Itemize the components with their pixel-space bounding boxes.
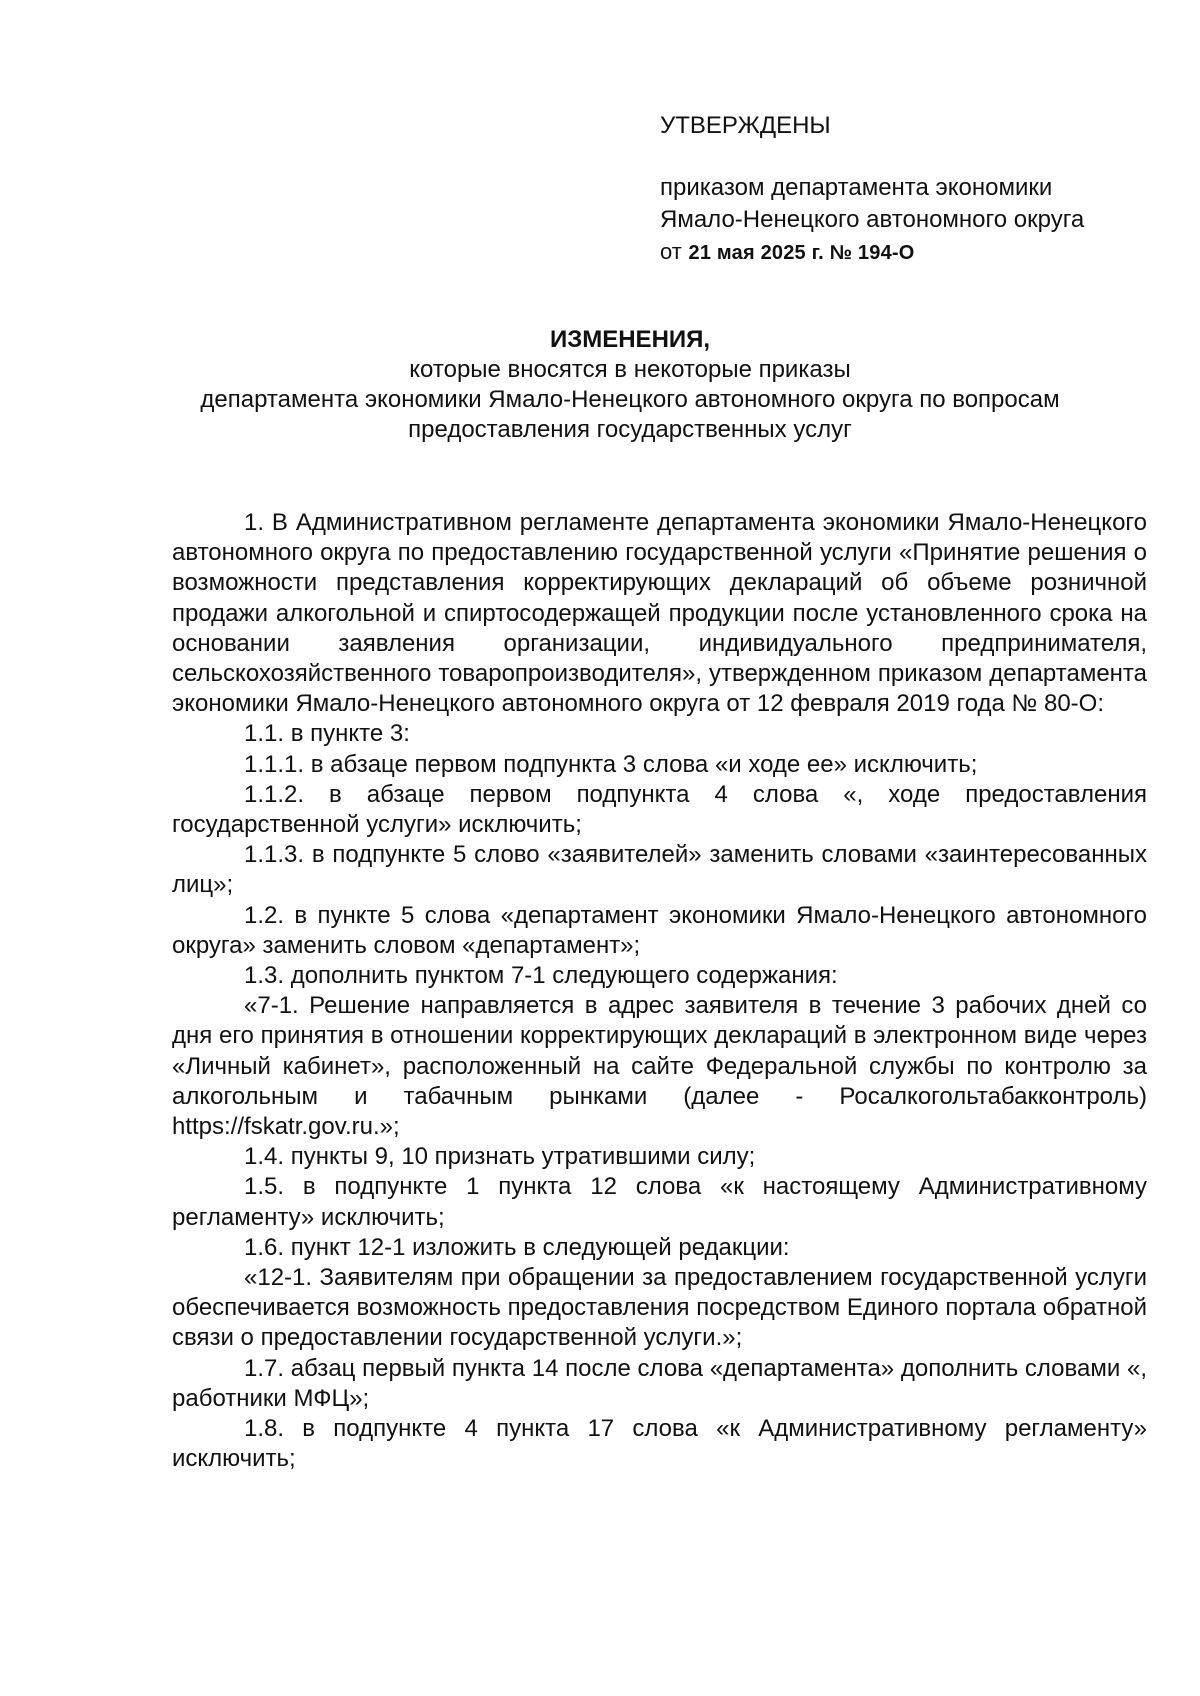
paragraph-1-3: 1.3. дополнить пунктом 7-1 следующего содержания:: [244, 962, 838, 990]
approval-date-prefix: от: [660, 239, 682, 264]
document-subtitle-line-3: предоставления государственных услуг: [408, 416, 852, 443]
paragraph-1-1-2: 1.1.2. в абзаце первом подпункта 4 слова «, ходе предоставления государственной услуги» исключить;: [172, 780, 1147, 839]
document-subtitle-line-1: которые вносятся в некоторые приказы: [409, 356, 851, 383]
approval-region-line: Ямало-Ненецкого автономного округа: [660, 206, 1085, 233]
paragraph-1: 1. В Административном регламенте департамента экономики Ямало-Ненецкого автономного округа по предоставлению государственной услуги «Принятие решения о возможности представления корректирующих деклараций об объеме розничной продажи алкогольной и спиртосодержащей продукции после установленного срока на основании заявления организации, индивидуального предпринимателя, сельскохозяйственного товаропроизводителя», утвержденном приказом департамента экономики Ямало-Ненецкого автономного округа от 12 февраля 2019 года № 80-О:: [172, 509, 1147, 718]
paragraph-1-1: 1.1. в пункте 3:: [244, 720, 410, 748]
approval-block: [660, 110, 1120, 269]
paragraph-1-7: 1.7. абзац первый пункта 14 после слова «департамента» дополнить словами «, работники МФЦ»;: [172, 1354, 1147, 1412]
document-body: [172, 508, 1147, 1475]
paragraph-1-2: 1.2. в пункте 5 слова «департамент экономики Ямало-Ненецкого автономного округа» заменить словом «департамент»;: [172, 901, 1147, 959]
paragraph-1-1-3: 1.1.3. в подпункте 5 слово «заявителей» заменить словами «заинтересованных лиц»;: [172, 841, 1147, 899]
approval-order-line: приказом департамента экономики: [660, 174, 1053, 201]
approval-date-value: 21 мая 2025 г. № 194-О: [688, 242, 915, 264]
paragraph-1-4: 1.4. пункты 9, 10 признать утратившими силу;: [244, 1143, 756, 1171]
paragraph-7-1-quote: «7-1. Решение направляется в адрес заявителя в течение 3 рабочих дней со дня его принятия в отношении корректирующих деклараций в электронном виде через «Личный кабинет», расположенный на сайте Федеральной службы по контролю за алкогольным и табачным рынками (далее - Росалкогольтабакконтроль) https://fskatr.gov.ru.»;: [172, 992, 1147, 1141]
document-subtitle-line-2: департамента экономики Ямало-Ненецкого автономного округа по вопросам: [200, 386, 1060, 413]
paragraph-1-5: 1.5. в подпункте 1 пункта 12 слова «к настоящему Административному регламенту» исключить;: [172, 1173, 1147, 1231]
approval-heading: УТВЕРЖДЕНЫ: [660, 112, 831, 139]
approval-date-line: [660, 236, 1120, 269]
paragraph-12-1-quote: «12-1. Заявителям при обращении за предоставлением государственной услуги обеспечивается возможность предоставления посредством Единого портала обратной связи о предоставлении государственной услуги.»;: [172, 1264, 1147, 1352]
paragraph-1-6: 1.6. пункт 12-1 изложить в следующей редакции:: [244, 1233, 790, 1261]
paragraph-1-1-1: 1.1.1. в абзаце первом подпункта 3 слова «и ходе ее» исключить;: [244, 750, 978, 778]
paragraph-1-8: 1.8. в подпункте 4 пункта 17 слова «к Административному регламенту» исключить;: [172, 1415, 1147, 1473]
document-heading: [160, 325, 1100, 445]
document-title: ИЗМЕНЕНИЯ,: [549, 326, 711, 353]
